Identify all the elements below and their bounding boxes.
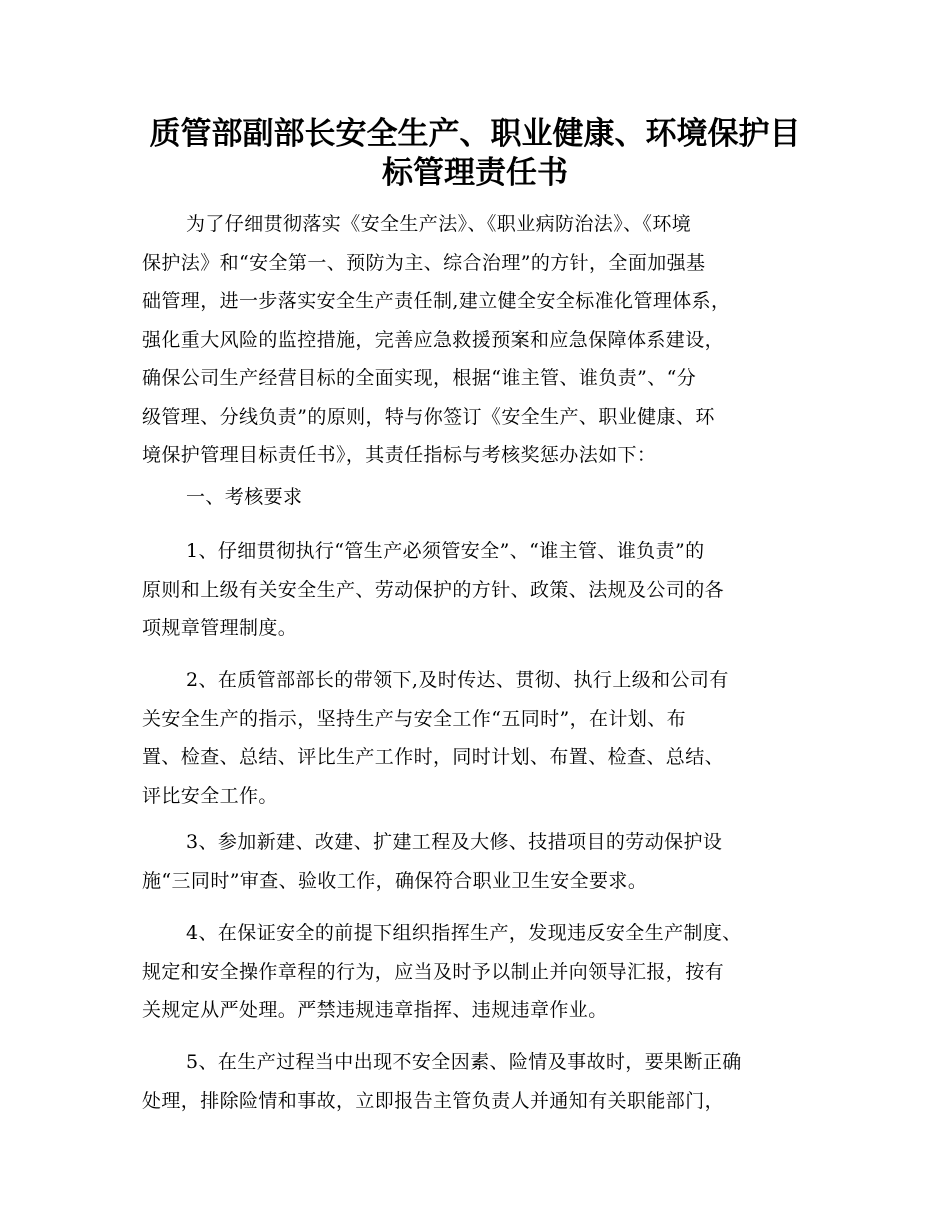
item3-line: 施“三同时”审查、验收工作，确保符合职业卫生安全要求。 [142,869,648,892]
document-title-line-1: 质管部副部长安全生产、职业健康、环境保护目 [149,116,801,152]
item-2-paragraph [142,661,808,815]
item-5-paragraph [142,1043,808,1120]
intro-line: 保护法》和“安全第一、预防为主、综合治理”的方针，全面加强基 [142,251,706,274]
item4-line: 规定和安全操作章程的行为，应当及时予以制止并向领导汇报，按有 [142,960,725,983]
intro-paragraph [142,205,808,475]
intro-line: 确保公司生产经营目标的全面实现，根据“谁主管、谁负责”、“分 [142,367,697,389]
item2-line: 置、检查、总结、评比生产工作时，同时计划、布置、检查、总结、 [142,746,725,768]
item1-line: 1、仔细贯彻执行“管生产必须管安全”、“谁主管、谁负责”的 [186,540,705,562]
item2-line: 关安全生产的指示，坚持生产与安全工作“五同时”，在计划、布 [142,707,687,730]
intro-line: 为了仔细贯彻落实《安全生产法》、《职业病防治法》、《环境 [186,213,692,235]
section-heading [142,478,808,517]
intro-line: 级管理、分线负责”的原则，特与你签订《安全生产、职业健康、环 [142,405,715,428]
document-title-line-2: 标管理责任书 [382,155,568,191]
item1-line: 项规章管理制度。 [142,617,298,639]
item5-line: 处理，排除险情和事故，立即报告主管负责人并通知有关职能部门， [142,1089,725,1112]
intro-line: 强化重大风险的监控措施，完善应急救援预案和应急保障体系建设， [142,328,725,351]
item1-line: 原则和上级有关安全生产、劳动保护的方针、政策、法规及公司的各 [142,578,725,601]
intro-line: 础管理，进一步落实安全生产责任制,建立健全安全标准化管理体系， [142,290,731,312]
item4-line: 关规定从严处理。严禁违规违章指挥、违规违章作业。 [142,999,608,1021]
item2-line: 评比安全工作。 [142,784,278,807]
item-1-paragraph [142,532,808,648]
item2-line: 2、在质管部部长的带领下,及时传达、贯彻、执行上级和公司有 [186,669,729,691]
item-3-paragraph [142,823,808,900]
item4-line: 4、在保证安全的前提下组织指挥生产，发现违反安全生产制度、 [186,922,742,944]
section1-heading: 一、考核要求 [186,486,303,508]
item-4-paragraph [142,914,808,1030]
intro-line: 境保护管理目标责任书》，其责任指标与考核奖惩办法如下： [142,444,657,466]
item5-line: 5、在生产过程当中出现不安全因素、险情及事故时，要果断正确 [186,1051,742,1073]
item3-line: 3、参加新建、改建、扩建工程及大修、技措项目的劳动保护设 [186,831,723,853]
